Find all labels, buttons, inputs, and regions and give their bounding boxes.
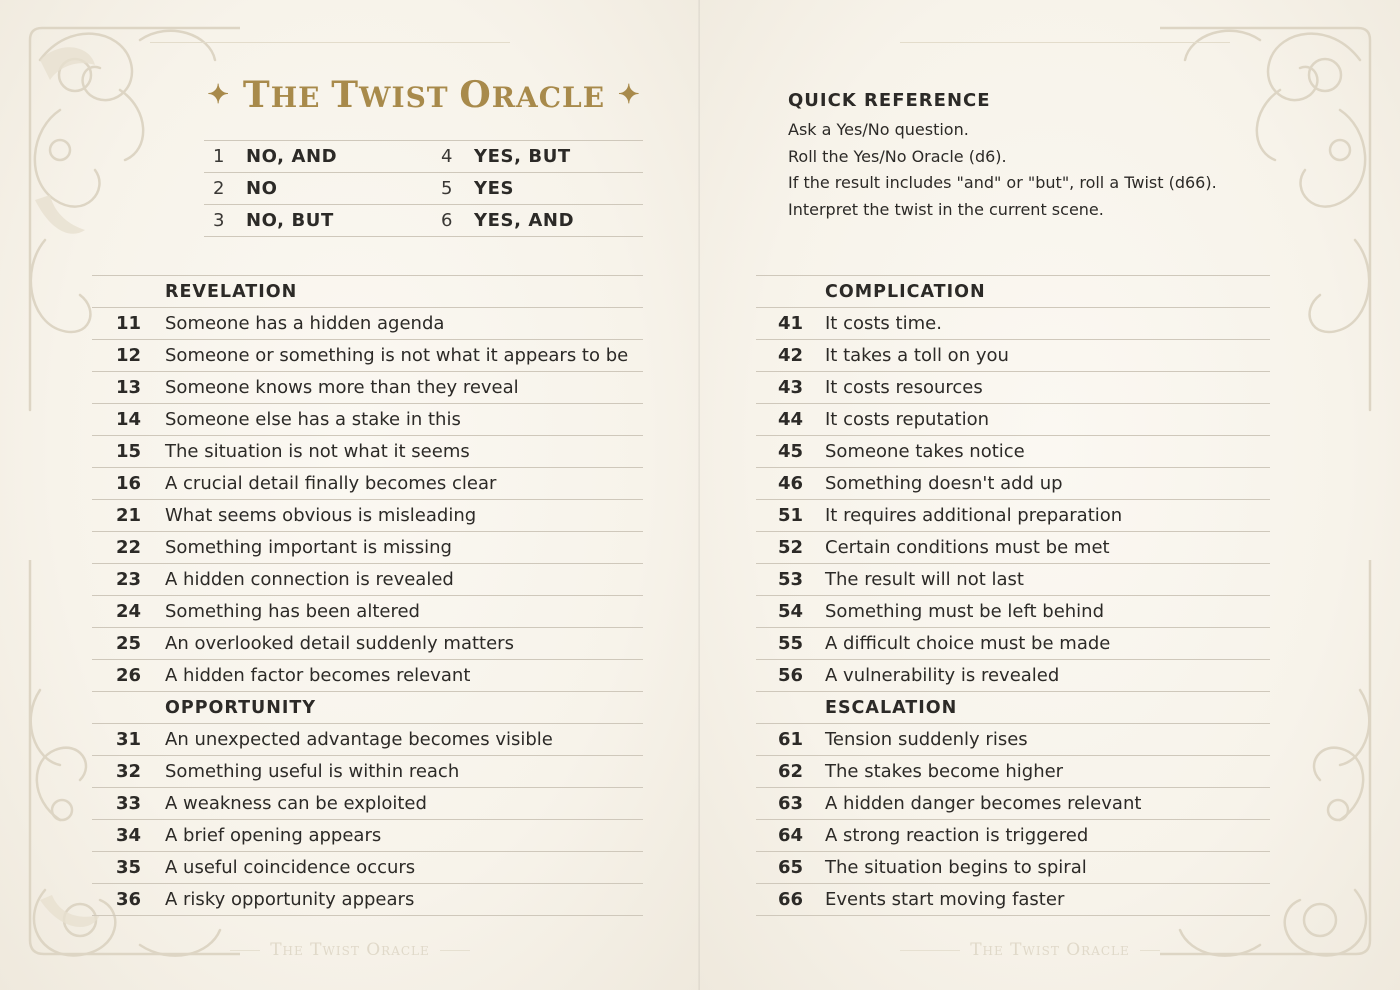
twist-row	[756, 404, 1270, 436]
twist-number: 35	[92, 852, 165, 884]
twist-text: It costs time.	[825, 308, 1270, 340]
right-page	[700, 0, 1400, 990]
twist-number: 56	[756, 660, 825, 692]
footer-left	[0, 940, 700, 960]
twist-table-left	[92, 275, 643, 916]
twist-text: Events start moving faster	[825, 884, 1270, 916]
twist-text: It requires additional preparation	[825, 500, 1270, 532]
category-title: COMPLICATION	[825, 276, 1270, 308]
twist-row	[92, 436, 643, 468]
twist-text: A useful coincidence occurs	[165, 852, 643, 884]
twist-text: Something must be left behind	[825, 596, 1270, 628]
quick-reference	[788, 90, 1288, 223]
yes-no-number: 4	[432, 141, 474, 173]
twist-row	[92, 628, 643, 660]
twist-row	[92, 820, 643, 852]
twist-text: A risky opportunity appears	[165, 884, 643, 916]
quick-reference-line: Ask a Yes/No question.	[788, 120, 969, 139]
twist-row	[92, 724, 643, 756]
yes-no-label: YES	[474, 173, 643, 205]
twist-row	[756, 660, 1270, 692]
yes-no-number: 6	[432, 205, 474, 237]
twist-number: 32	[92, 756, 165, 788]
twist-text: A crucial detail finally becomes clear	[165, 468, 643, 500]
star-icon: ✦	[207, 80, 231, 110]
twist-row	[92, 852, 643, 884]
twist-text: What seems obvious is misleading	[165, 500, 643, 532]
twist-text: A hidden connection is revealed	[165, 564, 643, 596]
twist-text: An overlooked detail suddenly matters	[165, 628, 643, 660]
twist-text: A difficult choice must be made	[825, 628, 1270, 660]
yes-no-number: 1	[204, 141, 246, 173]
twist-row	[756, 628, 1270, 660]
twist-row	[756, 564, 1270, 596]
twist-text: It takes a toll on you	[825, 340, 1270, 372]
twist-number: 61	[756, 724, 825, 756]
category-title: ESCALATION	[825, 692, 1270, 724]
title-letter: T	[242, 74, 271, 116]
twist-number: 22	[92, 532, 165, 564]
quick-reference-title: QUICK REFERENCE	[788, 90, 991, 111]
footer-rule	[1140, 950, 1160, 951]
yes-no-label: YES, BUT	[474, 141, 643, 173]
twist-text: The stakes become higher	[825, 756, 1270, 788]
quick-reference-line: Interpret the twist in the current scene.	[788, 199, 1104, 219]
quick-reference-line: Roll the Yes/No Oracle (d6).	[788, 146, 1007, 166]
twist-row	[92, 500, 643, 532]
quick-reference-line: If the result includes "and" or "but", roll a Twist (d66).	[788, 173, 1217, 192]
yes-no-number: 5	[432, 173, 474, 205]
twist-row	[92, 340, 643, 372]
twist-row	[756, 468, 1270, 500]
twist-number: 62	[756, 756, 825, 788]
twist-row	[756, 532, 1270, 564]
twist-text: A weakness can be exploited	[165, 788, 643, 820]
twist-number: 36	[92, 884, 165, 916]
twist-number: 11	[92, 308, 165, 340]
twist-row	[92, 532, 643, 564]
yes-no-label: NO, AND	[246, 141, 432, 173]
twist-text: Tension suddenly rises	[825, 724, 1270, 756]
twist-number	[92, 276, 165, 308]
twist-row	[756, 500, 1270, 532]
footer-title: The Twist Oracle	[970, 940, 1130, 960]
twist-number: 34	[92, 820, 165, 852]
twist-row	[756, 372, 1270, 404]
top-rule	[900, 42, 1230, 43]
twist-row	[92, 468, 643, 500]
twist-number: 43	[756, 372, 825, 404]
twist-row	[92, 372, 643, 404]
twist-number: 25	[92, 628, 165, 660]
yes-no-number: 3	[204, 205, 246, 237]
title-rest: WIST	[359, 81, 460, 114]
category-header-row	[92, 692, 643, 724]
page-title	[204, 74, 644, 116]
yes-no-row	[204, 173, 643, 205]
twist-row	[92, 308, 643, 340]
title-rest: HE	[270, 81, 332, 114]
twist-number: 52	[756, 532, 825, 564]
yes-no-oracle-table	[204, 140, 643, 237]
twist-number: 45	[756, 436, 825, 468]
twist-text: A brief opening appears	[165, 820, 643, 852]
twist-row	[92, 756, 643, 788]
twist-text: Something useful is within reach	[165, 756, 643, 788]
category-header-row	[756, 276, 1270, 308]
twist-row	[92, 404, 643, 436]
twist-number: 23	[92, 564, 165, 596]
twist-text: It costs reputation	[825, 404, 1270, 436]
twist-row	[92, 788, 643, 820]
yes-no-row	[204, 141, 643, 173]
twist-number: 14	[92, 404, 165, 436]
yes-no-number: 2	[204, 173, 246, 205]
yes-no-label: YES, AND	[474, 205, 643, 237]
twist-number: 46	[756, 468, 825, 500]
twist-row	[756, 436, 1270, 468]
yes-no-row	[204, 205, 643, 237]
twist-number: 41	[756, 308, 825, 340]
category-title: REVELATION	[165, 276, 643, 308]
twist-text: Certain conditions must be met	[825, 532, 1270, 564]
twist-text: Something doesn't add up	[825, 468, 1270, 500]
twist-row	[756, 852, 1270, 884]
twist-number: 44	[756, 404, 825, 436]
footer-title: The Twist Oracle	[270, 940, 430, 960]
twist-text: The result will not last	[825, 564, 1270, 596]
twist-row	[756, 596, 1270, 628]
twist-number: 55	[756, 628, 825, 660]
twist-text: A vulnerability is revealed	[825, 660, 1270, 692]
category-header-row	[756, 692, 1270, 724]
twist-text: A hidden factor becomes relevant	[165, 660, 643, 692]
twist-table-right	[756, 275, 1270, 916]
twist-number	[756, 276, 825, 308]
twist-number: 12	[92, 340, 165, 372]
twist-number: 33	[92, 788, 165, 820]
twist-row	[756, 724, 1270, 756]
twist-number: 53	[756, 564, 825, 596]
top-rule	[150, 42, 510, 43]
twist-text: Something has been altered	[165, 596, 643, 628]
twist-row	[92, 884, 643, 916]
twist-row	[92, 596, 643, 628]
twist-text: Something important is missing	[165, 532, 643, 564]
twist-text: An unexpected advantage becomes visible	[165, 724, 643, 756]
twist-text: Someone has a hidden agenda	[165, 308, 643, 340]
twist-number: 24	[92, 596, 165, 628]
yes-no-label: NO, BUT	[246, 205, 432, 237]
twist-number: 15	[92, 436, 165, 468]
twist-row	[756, 820, 1270, 852]
footer-rule	[440, 950, 470, 951]
twist-number: 21	[92, 500, 165, 532]
twist-row	[756, 756, 1270, 788]
footer-rule	[230, 950, 260, 951]
footer-right	[700, 940, 1400, 960]
twist-row	[756, 884, 1270, 916]
category-title: OPPORTUNITY	[165, 692, 643, 724]
twist-number: 31	[92, 724, 165, 756]
twist-row	[756, 788, 1270, 820]
twist-text: Someone or something is not what it appears to be	[165, 340, 643, 372]
twist-text: Someone else has a stake in this	[165, 404, 643, 436]
twist-number: 63	[756, 788, 825, 820]
twist-number: 16	[92, 468, 165, 500]
twist-number: 65	[756, 852, 825, 884]
title-letter: O	[459, 74, 492, 116]
twist-number: 64	[756, 820, 825, 852]
twist-number: 54	[756, 596, 825, 628]
twist-text: A hidden danger becomes relevant	[825, 788, 1270, 820]
twist-text: The situation is not what it seems	[165, 436, 643, 468]
twist-number: 42	[756, 340, 825, 372]
twist-row	[756, 340, 1270, 372]
yes-no-label: NO	[246, 173, 432, 205]
twist-row	[756, 308, 1270, 340]
twist-text: Someone takes notice	[825, 436, 1270, 468]
twist-number: 26	[92, 660, 165, 692]
title-rest: RACLE	[491, 81, 606, 114]
star-icon: ✦	[617, 80, 641, 110]
title-letter: T	[331, 74, 360, 116]
twist-text: A strong reaction is triggered	[825, 820, 1270, 852]
twist-number: 51	[756, 500, 825, 532]
twist-text: Someone knows more than they reveal	[165, 372, 643, 404]
twist-number	[756, 692, 825, 724]
twist-number: 66	[756, 884, 825, 916]
twist-text: The situation begins to spiral	[825, 852, 1270, 884]
twist-row	[92, 660, 643, 692]
twist-row	[92, 564, 643, 596]
footer-rule	[900, 950, 960, 951]
twist-number	[92, 692, 165, 724]
twist-text: It costs resources	[825, 372, 1270, 404]
twist-number: 13	[92, 372, 165, 404]
category-header-row	[92, 276, 643, 308]
